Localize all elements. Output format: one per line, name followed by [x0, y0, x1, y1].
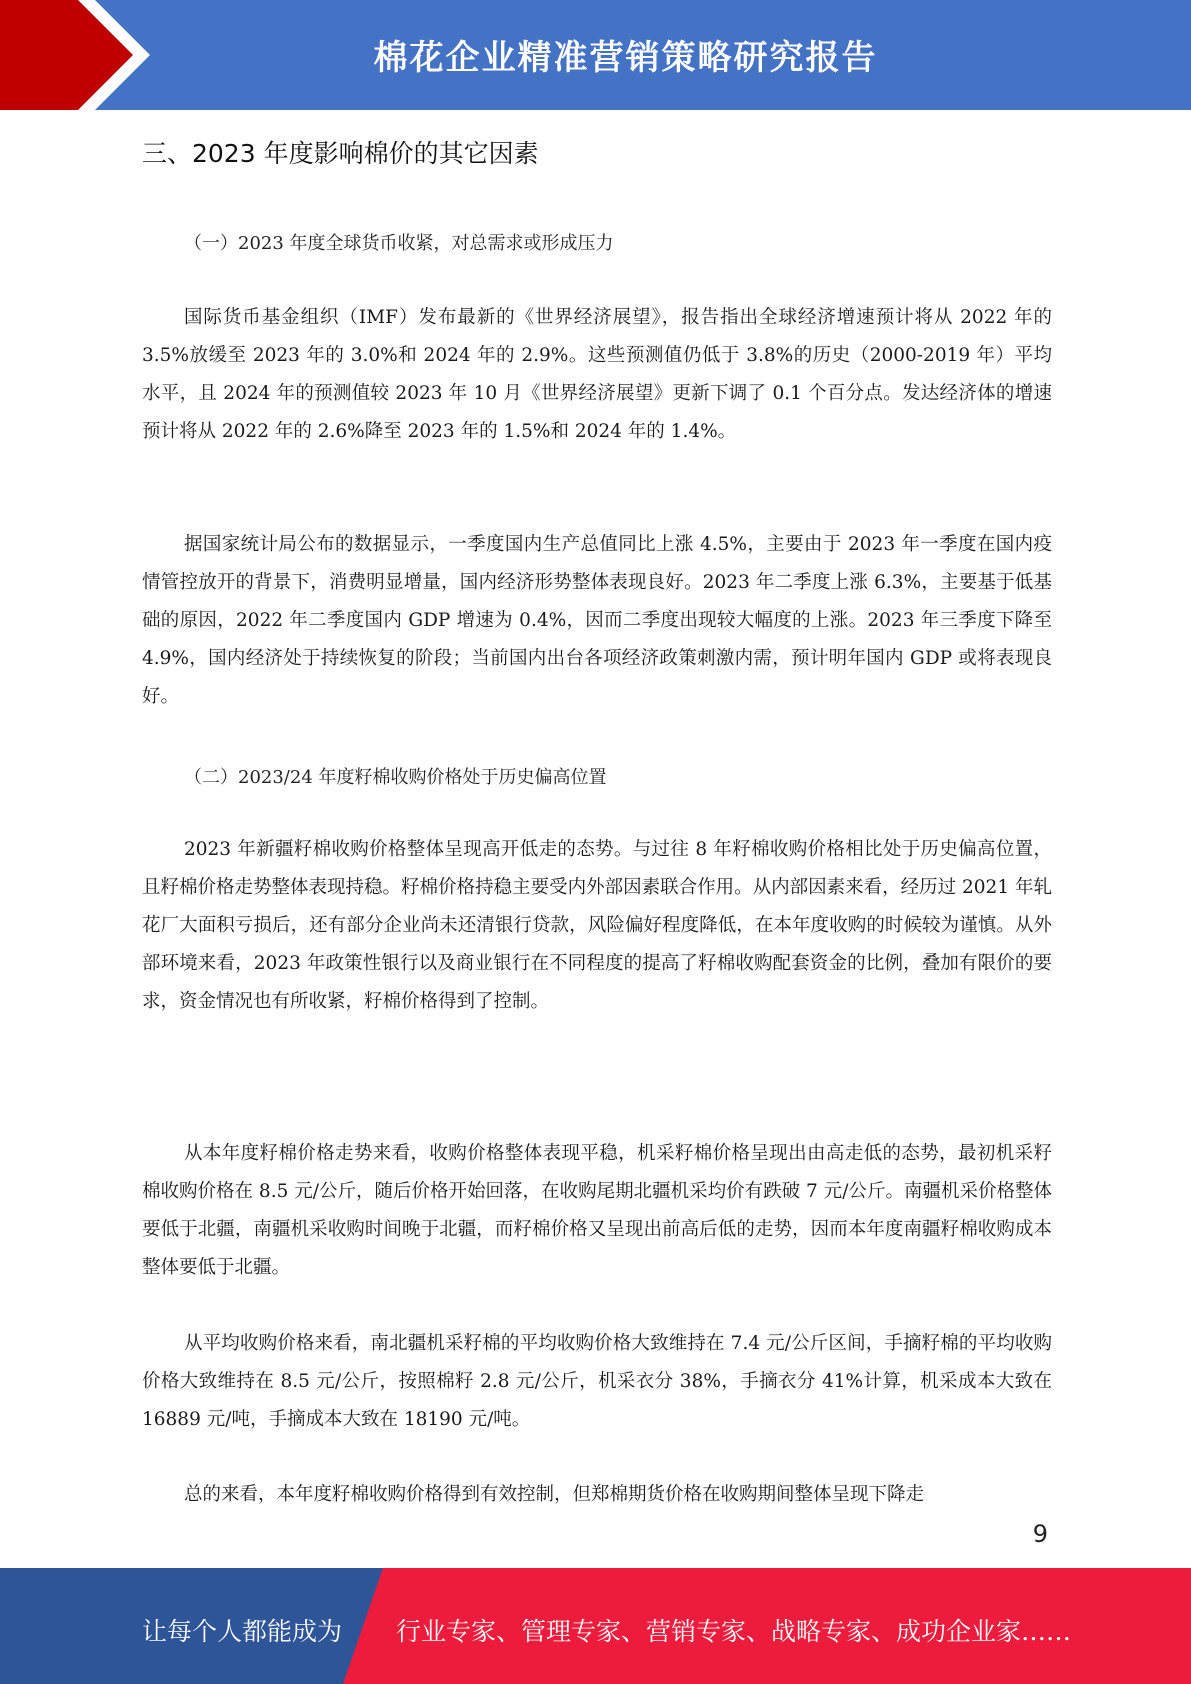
- page-number: 9: [1032, 1520, 1048, 1548]
- footer-slogan-right: 行业专家、管理专家、营销专家、战略专家、成功企业家……: [396, 1617, 1072, 1646]
- section-title: 三、2023 年度影响棉价的其它因素: [142, 139, 539, 168]
- page-header: [0, 0, 1191, 110]
- footer-slogan-left: 让每个人都能成为: [142, 1617, 343, 1646]
- paragraph-5: 从平均收购价格来看，南北疆机采籽棉的平均收购价格大致维持在 7.4 元/公斤区间，手摘籽棉的平均收购价格大致维持在 8.5 元/公斤，按照棉籽 2.8 元/公斤，机采衣分 38%，手摘衣分 41%计算，机采成本大致在 16889 元/吨，手摘成本大致在 18190 元/吨。: [142, 1333, 1052, 1430]
- paragraph-2: 据国家统计局公布的数据显示，一季度国内生产总值同比上涨 4.5%，主要由于 2023 年一季度在国内疫情管控放开的背景下，消费明显增量，国内经济形势整体表现良好。2023 年二季度上涨 6.3%，主要基于低基础的原因，2022 年二季度国内 GDP 增速为 0.4%，因而二季度出现较大幅度的上涨。2023 年三季度下降至 4.9%，国内经济处于持续恢复的阶段；当前国内出台各项经济政策刺激内需，预计明年国内 GDP 或将表现良好。: [142, 534, 1052, 707]
- paragraph-1: 国际货币基金组织（IMF）发布最新的《世界经济展望》，报告指出全球经济增速预计将从 2022 年的 3.5%放缓至 2023 年的 3.0%和 2024 年的 2.9%。这些预测值仍低于 3.8%的历史（2000-2019 年）平均水平，且 2024 年的预测值较 2023 年 10 月《世界经济展望》更新下调了 0.1 个百分点。发达经济体的增速预计将从 2022 年的 2.6%降至 2023 年的 1.5%和 2024 年的 1.4%。: [142, 307, 1052, 442]
- subsection-heading-2: （二）2023/24 年度籽棉收购价格处于历史偏高位置: [184, 767, 607, 788]
- report-title: 棉花企业精准营销策略研究报告: [373, 38, 878, 78]
- subsection-heading-1: （一）2023 年度全球货币收紧，对总需求或形成压力: [184, 233, 614, 254]
- paragraph-3: 2023 年新疆籽棉收购价格整体呈现高开低走的态势。与过往 8 年籽棉收购价格相比处于历史偏高位置，且籽棉价格走势整体表现持稳。籽棉价格持稳主要受内外部因素联合作用。从内部因素来看，经历过 2021 年轧花厂大面积亏损后，还有部分企业尚未还清银行贷款，风险偏好程度降低，在本年度收购的时候较为谨慎。从外部环境来看，2023 年政策性银行以及商业银行在不同程度的提高了籽棉收购配套资金的比例，叠加有限价的要求，资金情况也有所收紧，籽棉价格得到了控制。: [142, 839, 1052, 1012]
- paragraph-6: 总的来看，本年度籽棉收购价格得到有效控制，但郑棉期货价格在收购期间整体呈现下降走: [184, 1484, 925, 1505]
- paragraph-4: 从本年度籽棉价格走势来看，收购价格整体表现平稳，机采籽棉价格呈现出由高走低的态势，最初机采籽棉收购价格在 8.5 元/公斤，随后价格开始回落，在收购尾期北疆机采均价有跌破 7 元/公斤。南疆机采价格整体要低于北疆，南疆机采收购时间晚于北疆，而籽棉价格又呈现出前高后低的走势，因而本年度南疆籽棉收购成本整体要低于北疆。: [142, 1143, 1052, 1278]
